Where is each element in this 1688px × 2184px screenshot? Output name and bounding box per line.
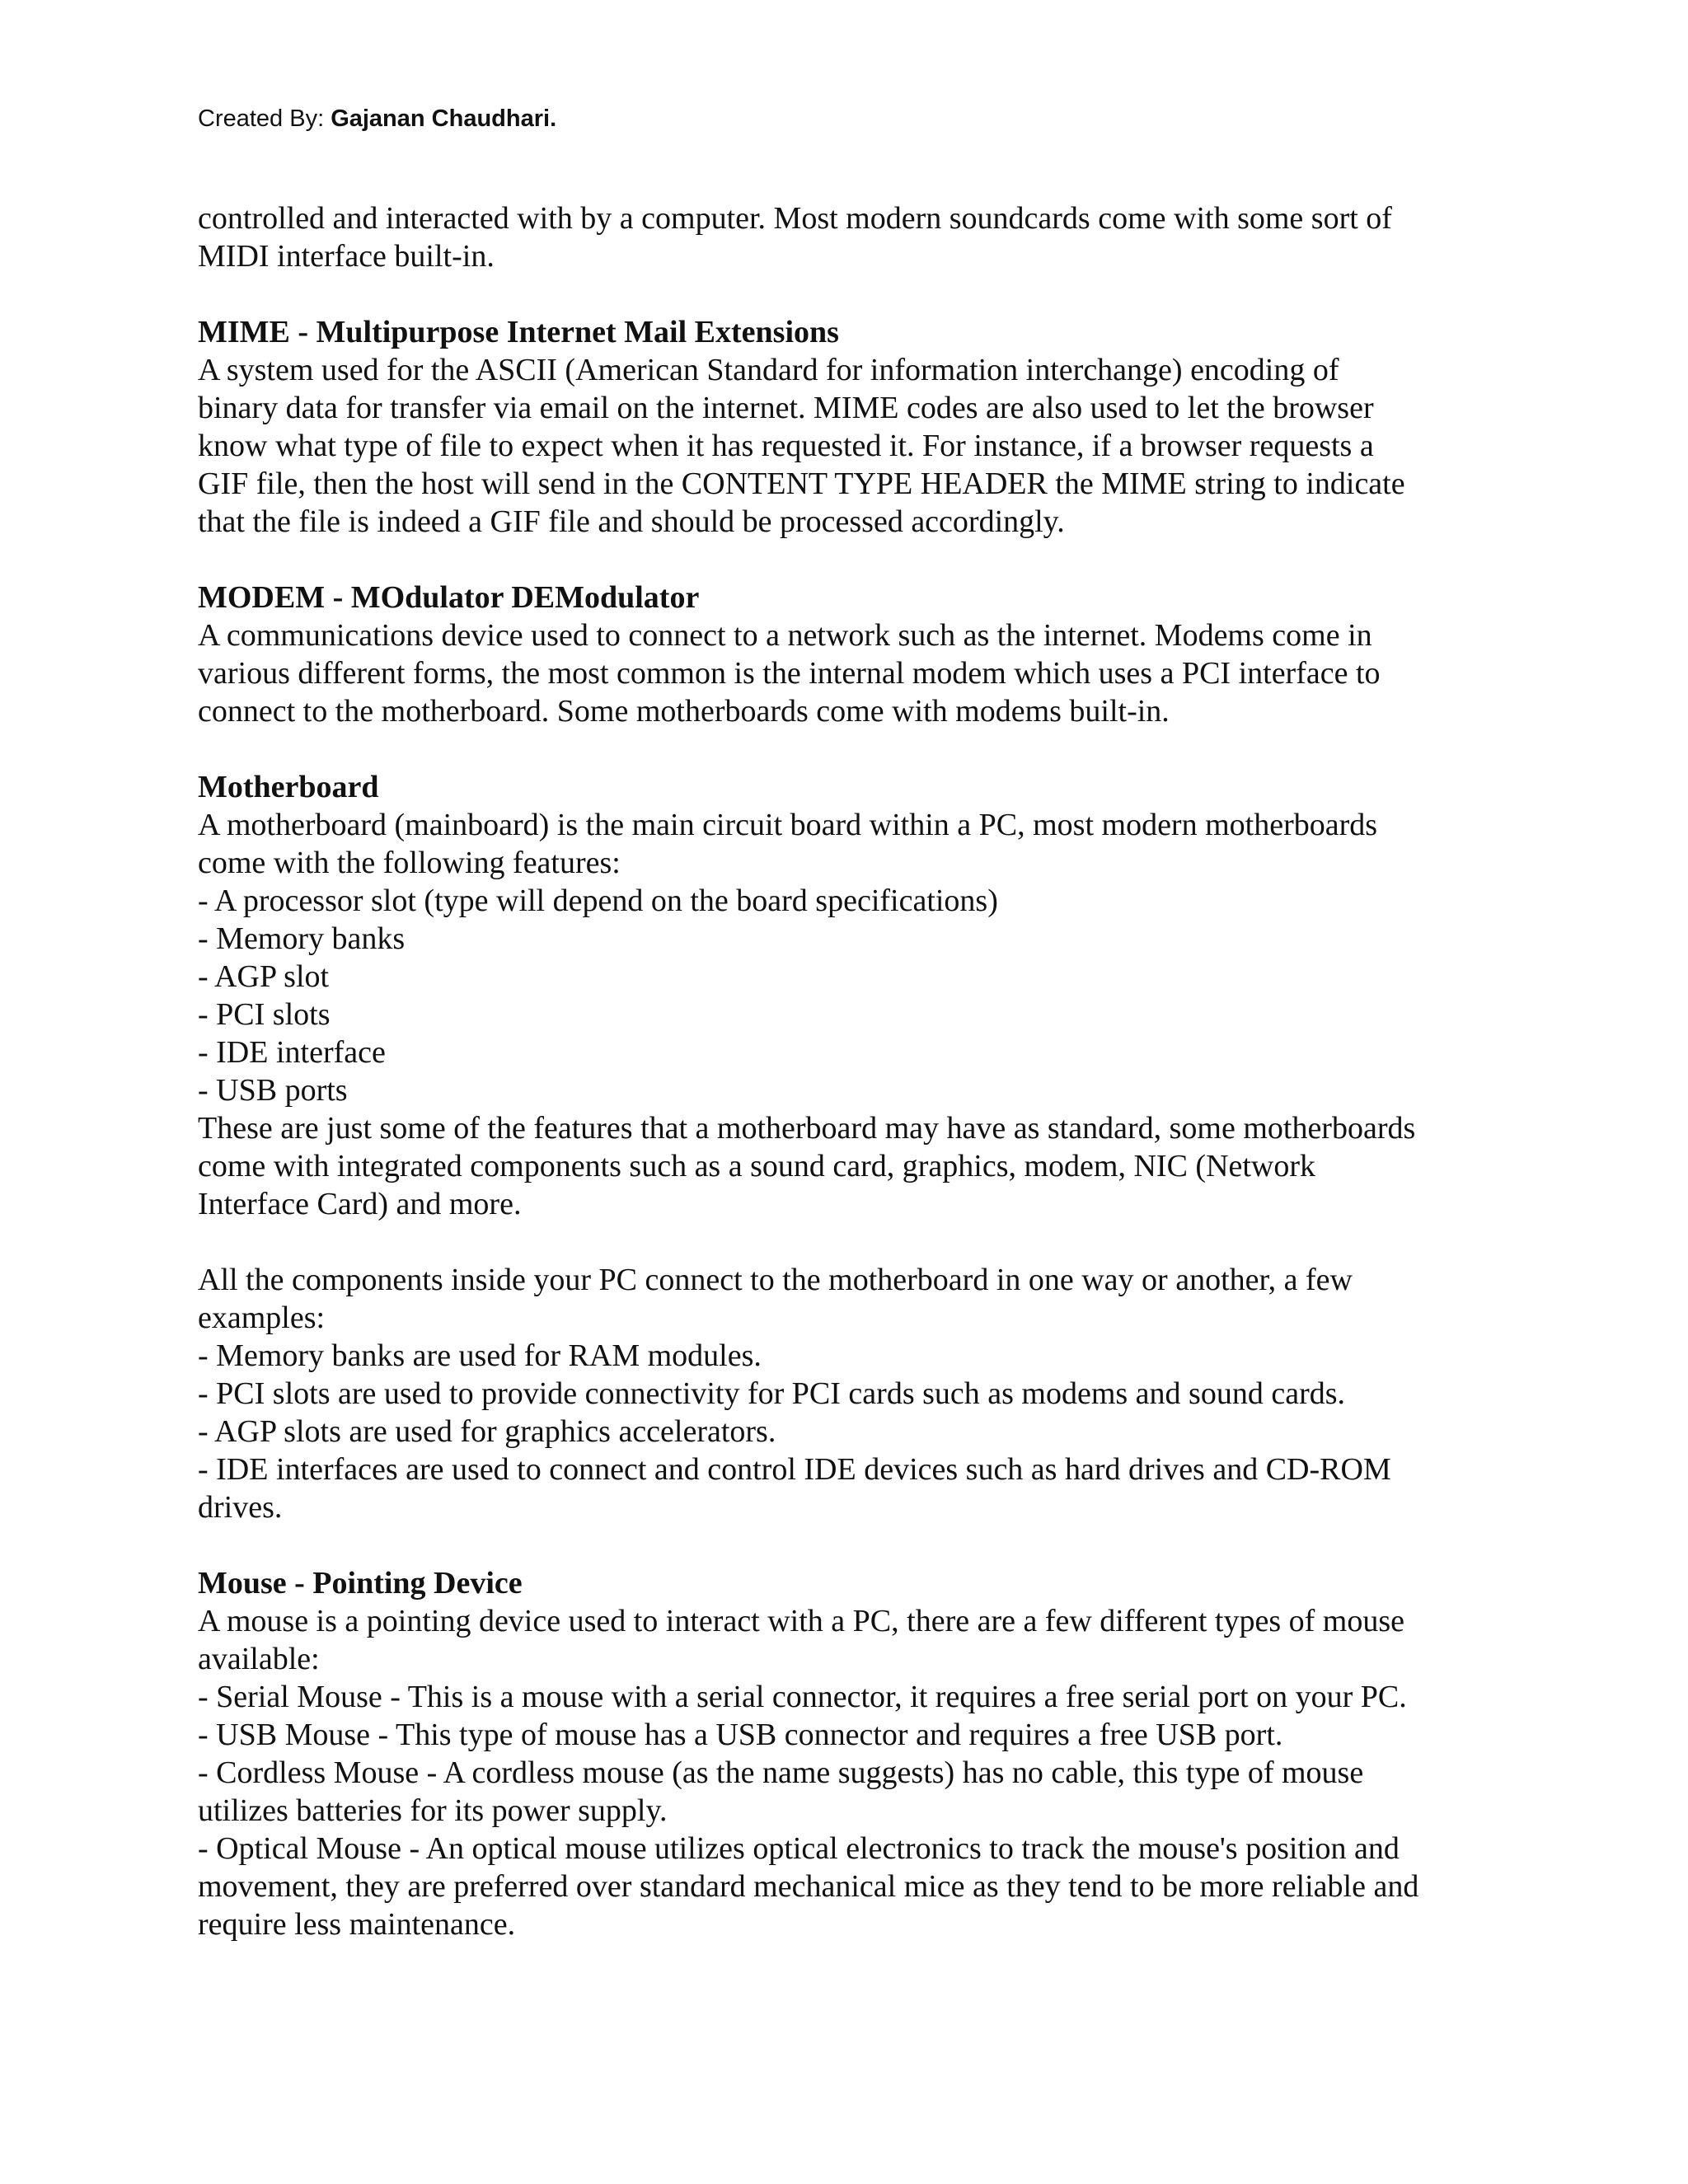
text-line: - Optical Mouse - An optical mouse utilizes optical electronics to track the mouse's position and [198,1831,1400,1866]
text-line: - Serial Mouse - This is a mouse with a serial connector, it requires a free serial port on your PC. [198,1680,1407,1714]
text-line: that the file is indeed a GIF file and should be processed accordingly. [198,504,1065,539]
text-line: - Memory banks [198,921,406,956]
text-line: - IDE interfaces are used to connect and control IDE devices such as hard drives and CD-ROM [198,1452,1391,1487]
text-line: movement, they are preferred over standard mechanical mice as they tend to be more reliable and [198,1869,1419,1904]
paragraph-gap [198,1526,1517,1564]
text-line: A communications device used to connect to a network such as the internet. Modems come in [198,618,1372,653]
text-line: available: [198,1642,320,1676]
paragraph-gap [198,1223,1517,1261]
text-line: come with the following features: [198,846,621,880]
text-line: - A processor slot (type will depend on the board specifications) [198,883,998,918]
text-line: A motherboard (mainboard) is the main circuit board within a PC, most modern motherboards [198,808,1378,842]
text-line: - USB ports [198,1073,348,1108]
section-heading: MIME - Multipurpose Internet Mail Extensions [198,315,839,349]
text-line: drives. [198,1490,283,1525]
text-line: - AGP slot [198,959,330,994]
text-line: Interface Card) and more. [198,1187,522,1221]
section-heading: Motherboard [198,770,379,804]
text-line: examples: [198,1301,326,1335]
text-line: - AGP slots are used for graphics accelerators. [198,1414,776,1449]
text-line: know what type of file to expect when it has requested it. For instance, if a browser requests a [198,429,1374,463]
page-header [198,104,556,134]
text-line: connect to the motherboard. Some motherboards come with modems built-in. [198,694,1170,729]
text-line: binary data for transfer via email on the internet. MIME codes are also used to let the browser [198,391,1374,425]
text-line: These are just some of the features that a motherboard may have as standard, some motherboards [198,1111,1416,1146]
paragraph-gap [198,541,1517,579]
text-line: require less maintenance. [198,1907,516,1942]
paragraph-gap [198,730,1517,768]
text-line: - PCI slots are used to provide connectivity for PCI cards such as modems and sound cards. [198,1376,1346,1411]
author-name: Gajanan Chaudhari. [331,105,557,132]
text-line: - Cordless Mouse - A cordless mouse (as the name suggests) has no cable, this type of mouse [198,1755,1364,1790]
text-line: MIDI interface built-in. [198,239,495,274]
text-line: - USB Mouse - This type of mouse has a USB connector and requires a free USB port. [198,1718,1283,1752]
section-heading: Mouse - Pointing Device [198,1566,523,1601]
text-line: GIF file, then the host will send in the CONTENT TYPE HEADER the MIME string to indicate [198,466,1405,501]
text-line: come with integrated components such as a sound card, graphics, modem, NIC (Network [198,1149,1316,1183]
text-line: utilizes batteries for its power supply. [198,1793,668,1828]
text-line: A mouse is a pointing device used to interact with a PC, there are a few different types of mouse [198,1604,1405,1638]
text-line: A system used for the ASCII (American Standard for information interchange) encoding of [198,353,1339,387]
text-line: various different forms, the most common is the internal modem which uses a PCI interface to [198,656,1381,691]
text-line: controlled and interacted with by a computer. Most modern soundcards come with some sort of [198,201,1392,236]
text-line: - PCI slots [198,997,331,1032]
header-prefix: Created By: [198,105,331,132]
paragraph-gap [198,275,1517,313]
section-heading: MODEM - MOdulator DEModulator [198,580,700,615]
text-line: - IDE interface [198,1035,386,1070]
document-body [198,199,1517,1943]
text-line: All the components inside your PC connect to the motherboard in one way or another, a few [198,1263,1353,1297]
text-line: - Memory banks are used for RAM modules. [198,1338,762,1373]
